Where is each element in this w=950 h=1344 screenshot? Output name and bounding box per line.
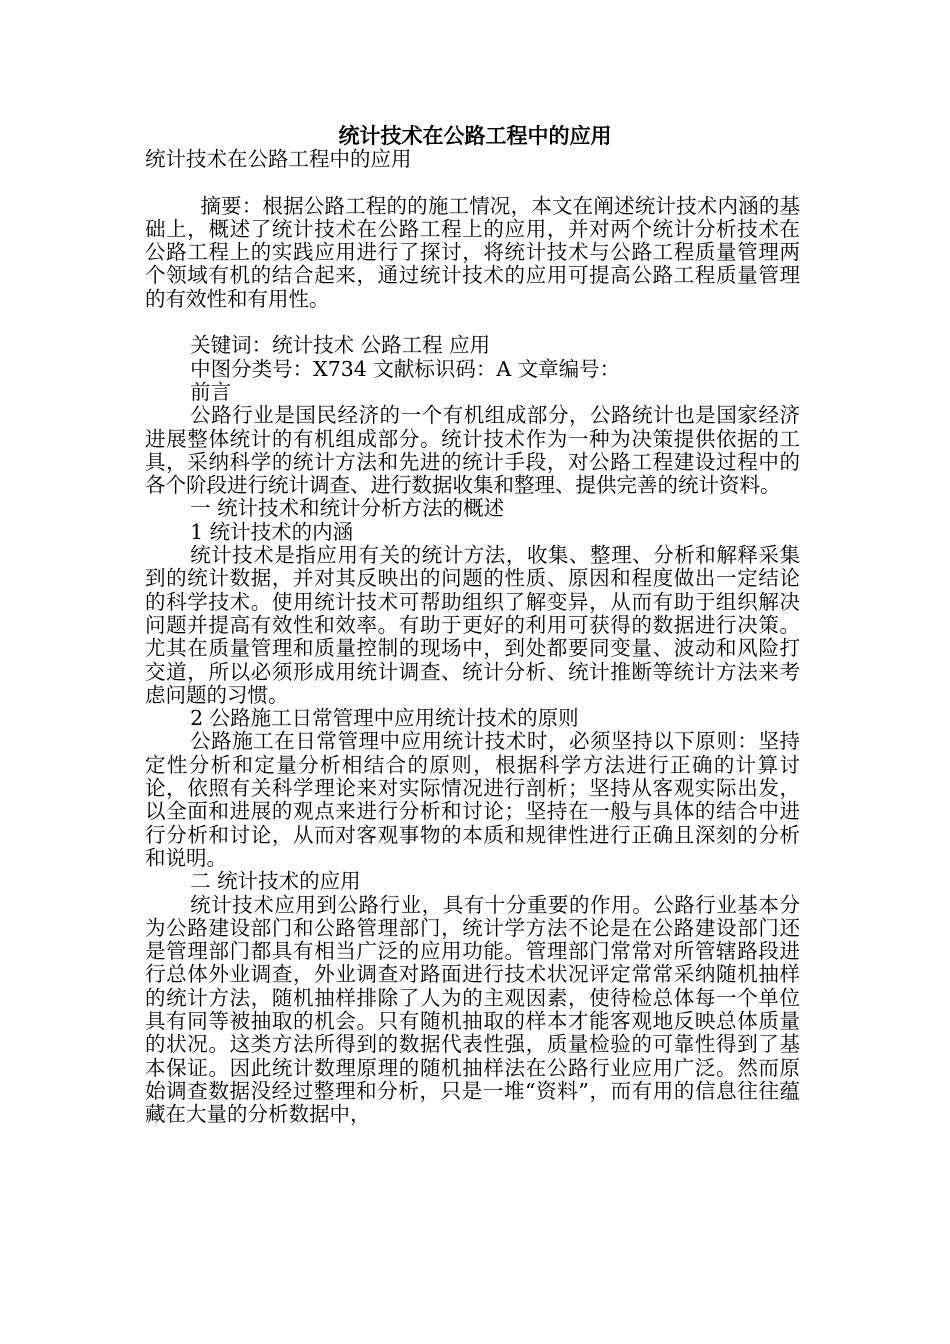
section-1-1-paragraph: 统计技术是指应用有关的统计方法，收集、整理、分析和解释采集到的统计数据，并对其反映出的问题的性质、原因和程度做出一定结论的科学技术。使用统计技术可帮助组织了解变异，从而有助于组织解决问题并提高有效性和效率。有助于更好的利用可获得的数据进行决策。尤其在质量管理和质量控制的现场中，到处都要同变量、波动和风险打交道，所以必须形成用统计调查、统计分析、统计推断等统计方法来考虑问题的习惯。 bbox=[145, 543, 800, 707]
blank-line bbox=[145, 311, 800, 334]
section-1-heading: 一 统计技术和统计分析方法的概述 bbox=[190, 496, 505, 521]
classification-line: 中图分类号：X734 文献标识码：A 文章编号： bbox=[190, 356, 621, 381]
document-subtitle: 统计技术在公路工程中的应用 bbox=[145, 147, 412, 171]
section-2-heading: 二 统计技术的应用 bbox=[190, 869, 361, 894]
keywords-line: 关键词：统计技术 公路工程 应用 bbox=[190, 333, 491, 358]
section-1-1-heading: 1 统计技术的内涵 bbox=[190, 519, 354, 544]
foreword-heading: 前言 bbox=[190, 379, 232, 404]
document-title: 统计技术在公路工程中的应用 bbox=[338, 124, 612, 148]
foreword-paragraph: 公路行业是国民经济的一个有机组成部分，公路统计也是国家经济进展整体统计的有机组成部分。统计技术作为一种为决策提供依据的工具，采纳科学的统计方法和先进的统计手段，对公路工程建设过程中的各个阶段进行统计调查、进行数据收集和整理、提供完善的统计资料。 bbox=[145, 403, 800, 498]
document-body bbox=[145, 148, 800, 1126]
blank-line bbox=[145, 171, 800, 194]
section-1-2-paragraph: 公路施工在日常管理中应用统计技术时，必须坚持以下原则：坚持定性分析和定量分析相结合的原则，根据科学方法进行正确的计算讨论，依照有关科学理论来对实际情况进行剖析；坚持从客观实际出发，以全面和进展的观点来进行分析和讨论；坚持在一般与具体的结合中进行分析和讨论，从而对客观事物的本质和规律性进行正确且深刻的分析和说明。 bbox=[145, 729, 800, 870]
abstract-paragraph: 摘要：根据公路工程的的施工情况，本文在阐述统计技术内涵的基础上，概述了统计技术在公路工程上的应用，并对两个统计分析技术在公路工程上的实践应用进行了探讨，将统计技术与公路工程质量管理两个领域有机的结合起来，通过统计技术的应用可提高公路工程质量管理的有效性和有用性。 bbox=[145, 193, 800, 311]
section-2-paragraph: 统计技术应用到公路行业，具有十分重要的作用。公路行业基本分为公路建设部门和公路管理部门，统计学方法不论是在公路建设部门还是管理部门都具有相当广泛的应用功能。管理部门常常对所管辖路段进行总体外业调查，外业调查对路面进行技术状况评定常常采纳随机抽样的统计方法，随机抽样排除了人为的主观因素，使待检总体每一个单位具有同等被抽取的机会。只有随机抽取的样本才能客观地反映总体质量的状况。这类方法所得到的数据代表性强，质量检验的可靠性得到了基本保证。因此统计数理原理的随机抽样法在公路行业应用广泛。然而原始调查数据没经过整理和分析，只是一堆“资料”，而有用的信息往往蕴藏在大量的分析数据中， bbox=[145, 892, 800, 1127]
section-1-2-heading: 2 公路施工日常管理中应用统计技术的原则 bbox=[190, 706, 579, 731]
